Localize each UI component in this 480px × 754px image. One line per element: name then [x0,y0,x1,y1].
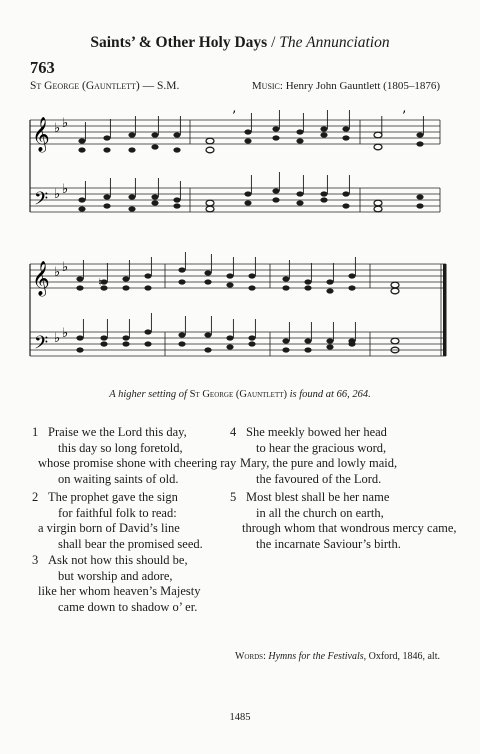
music-label: Music: [251,80,283,92]
verse-line: Mary, the pure and lowly maid, [240,456,398,471]
verse-line: for faithful folk to read: [58,505,177,520]
verse-line: on waiting saints of old. [58,471,179,486]
verse-line: in all the church on earth, [256,505,384,520]
verse-line: shall bear the promised seed. [58,536,203,551]
key-flat: ♭ [54,265,61,280]
verse-line: a virgin born of David’s line [38,521,180,536]
page-number: 1485 [229,712,251,723]
verse-line: The prophet gave the sign [48,490,178,504]
words-label: Words: [234,651,266,662]
key-flat: ♭ [62,260,69,275]
verse-line: Ask not how this should be, [48,553,188,567]
alt-note-tune: St George (Gauntlett) [189,389,287,400]
alt-note-suffix: is found at 66, 264. [287,389,371,400]
verse-number: 2 [32,490,39,504]
key-flat: ♭ [62,116,69,131]
verse-number: 3 [32,553,39,567]
music-score-system-2 [0,252,480,370]
page-header [0,34,480,52]
natural-sign: ♮ [98,276,102,289]
music-composer: Henry John Gauntlett (1805–1876) [285,80,440,92]
key-flat: ♭ [54,187,61,202]
verse-1 [32,425,237,487]
alt-note-prefix: A higher setting of [109,389,190,400]
hymn-number: 763 [30,58,55,77]
music-score-system-1 [0,108,480,226]
verse-3 [32,553,232,615]
verse-line: like her whom heaven’s Majesty [38,584,201,599]
key-flat: ♭ [62,326,69,341]
verse-number: 1 [32,425,39,439]
section-subtitle: The Annunciation [279,34,390,51]
verse-line: the incarnate Saviour’s birth. [256,536,401,551]
verse-line: Most blest shall be her name [246,490,390,504]
verse-4 [230,425,450,487]
verse-line: to hear the gracious word, [256,440,387,455]
final-barline [443,264,447,356]
verse-line: the favoured of the Lord. [256,471,382,486]
verse-line: but worship and adore, [58,568,173,583]
words-source: Hymns for the Festivals [268,651,364,662]
verse-number: 4 [230,425,237,439]
treble-clef: 𝄞 [32,261,50,296]
words-credit [235,651,440,662]
section-title: Saints’ & Other Holy Days [90,34,268,51]
bass-clef: 𝄢 [34,189,49,214]
treble-clef: 𝄞 [32,117,50,152]
bass-clef: 𝄢 [34,333,49,358]
tune-name: St George (Gauntlett) — S.M. [30,80,180,92]
verse-number: 5 [230,490,237,504]
key-flat: ♭ [54,121,61,136]
words-details: , Oxford, 1846, alt. [363,651,440,662]
breath-mark: ’ [232,109,237,124]
breath-mark: ’ [402,109,407,124]
verse-line: through whom that wondrous mercy came, [242,521,457,536]
header-separator: / [267,34,280,51]
key-flat: ♭ [54,331,61,346]
music-credit [252,80,440,92]
verse-line: Praise we the Lord this day, [48,425,187,439]
verse-line: this day so long foretold, [58,440,183,455]
key-flat: ♭ [62,182,69,197]
alternate-setting-note [0,389,480,400]
verse-line: whose promise shone with cheering ray [38,456,237,471]
verse-2 [32,490,232,552]
verse-line: She meekly bowed her head [246,425,387,439]
verse-5 [230,490,460,552]
verse-line: came down to shadow o’ er. [58,599,198,614]
